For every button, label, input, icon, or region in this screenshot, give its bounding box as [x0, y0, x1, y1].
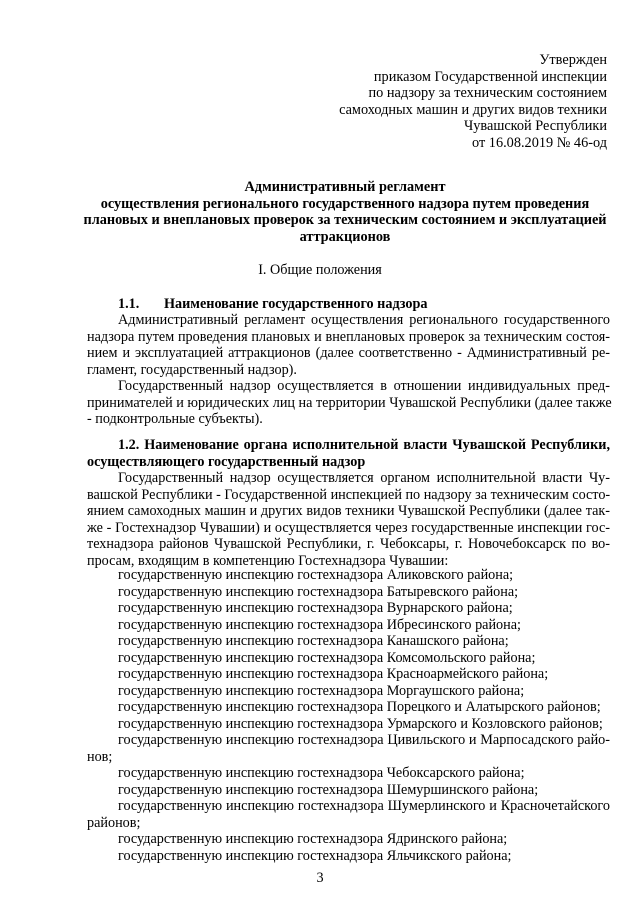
- paragraph-line: принимателей и юридических лиц на территории Чувашской Республики (далее также: [87, 394, 612, 411]
- list-item: государственную инспекцию гостехнадзора Ядринского района;: [118, 831, 508, 847]
- page-number: 3: [316, 870, 324, 886]
- list-item: государственную инспекцию гостехнадзора Порецкого и Алатырского районов;: [118, 699, 601, 715]
- subsection-1-1-heading: [118, 296, 428, 313]
- inspections-list: [87, 567, 610, 864]
- paragraph-line: Государственный надзор осуществляется органом исполнительной власти Чу-: [118, 470, 610, 486]
- paragraph-line: Административный регламент осуществления регионального государственного: [118, 312, 610, 328]
- section-title: I. Общие положения: [258, 262, 382, 278]
- paragraph-line: - подконтрольные субъекты).: [87, 411, 263, 427]
- list-item: государственную инспекцию гостехнадзора Канашского района;: [118, 633, 509, 649]
- paragraph-line: технадзора районов Чувашской Республики, г. Чебоксары, г. Новочебоксарск по во-: [87, 536, 610, 552]
- list-item: государственную инспекцию гостехнадзора Батыревского района;: [118, 583, 519, 600]
- approval-line: Утвержден: [539, 52, 607, 68]
- heading-line: 1.2. Наименование органа исполнительной власти Чувашской Республики,: [118, 437, 610, 453]
- approval-line: от 16.08.2019 № 46-од: [472, 134, 607, 151]
- title-line: осуществления регионального государственного надзора путем проведения: [100, 195, 590, 212]
- list-item: государственную инспекцию гостехнадзора Вурнарского района;: [118, 600, 513, 616]
- list-item: государственную инспекцию гостехнадзора Яльчикского района;: [118, 847, 512, 864]
- paragraph-line: же - Гостехнадзор Чувашии) и осуществляется через государственные инспекции гос-: [87, 519, 610, 536]
- title-line: плановых и внеплановых проверок за техническим состоянием и эксплуатацией: [83, 212, 607, 229]
- list-item: государственную инспекцию гостехнадзора Моргаушского района;: [118, 682, 525, 699]
- subsection-number: 1.1.: [118, 296, 140, 312]
- list-item: государственную инспекцию гостехнадзора Шемуршинского района;: [118, 781, 539, 798]
- paragraph-line: янием самоходных машин и других видов техники Чувашской Республики (далее так-: [87, 503, 610, 519]
- title-line: Административный регламент: [244, 179, 446, 195]
- paragraph-1-1-a: [87, 312, 610, 378]
- approval-line: по надзору за техническим состоянием: [368, 85, 607, 102]
- paragraph-line: просам, входящим в компетенцию Гостехнадзора Чувашии:: [87, 552, 449, 569]
- paragraph-line: вашской Республики - Государственной инспекцией по надзору за техническим состо-: [87, 486, 611, 503]
- paragraph-1-2: [87, 470, 610, 569]
- list-item: государственную инспекцию гостехнадзора Красноармейского района;: [118, 666, 549, 682]
- paragraph-line: гламент, государственный надзор).: [87, 361, 297, 378]
- title-line: аттракционов: [299, 228, 391, 245]
- list-item-continuation: нов;: [87, 748, 113, 765]
- list-item: государственную инспекцию гостехнадзора Комсомольского района;: [118, 649, 536, 666]
- subsection-1-2-heading: [87, 437, 610, 470]
- paragraph-1-1-b: [87, 378, 610, 428]
- approval-line: Чувашской Республики: [463, 118, 607, 135]
- paragraph-line: нием и эксплуатацией аттракционов (далее соответственно - Административный ре-: [87, 345, 610, 361]
- list-item: государственную инспекцию гостехнадзора Урмарского и Козловского районов;: [118, 715, 603, 732]
- heading-line: осуществляющего государственный надзор: [87, 453, 366, 470]
- paragraph-line: Государственный надзор осуществляется в отношении индивидуальных пред-: [118, 378, 610, 394]
- list-item: государственную инспекцию гостехнадзора Чебоксарского района;: [118, 765, 525, 781]
- subsection-heading-text: Наименование государственного надзора: [164, 296, 428, 312]
- document-title: [80, 179, 610, 245]
- list-item: государственную инспекцию гостехнадзора Ибресинского района;: [118, 616, 521, 633]
- paragraph-line: надзора путем проведения плановых и внеплановых проверок за техническим состоя-: [87, 328, 610, 345]
- list-item-continuation: районов;: [87, 814, 141, 831]
- approval-stamp: [339, 52, 607, 152]
- list-item: государственную инспекцию гостехнадзора Аликовского района;: [118, 567, 514, 583]
- approval-line: самоходных машин и других видов техники: [339, 101, 607, 118]
- list-item: государственную инспекцию гостехнадзора Цивильского и Марпосадского райо-: [118, 732, 610, 748]
- approval-line: приказом Государственной инспекции: [373, 68, 607, 85]
- list-item: государственную инспекцию гостехнадзора Шумерлинского и Красночетайского: [118, 798, 610, 814]
